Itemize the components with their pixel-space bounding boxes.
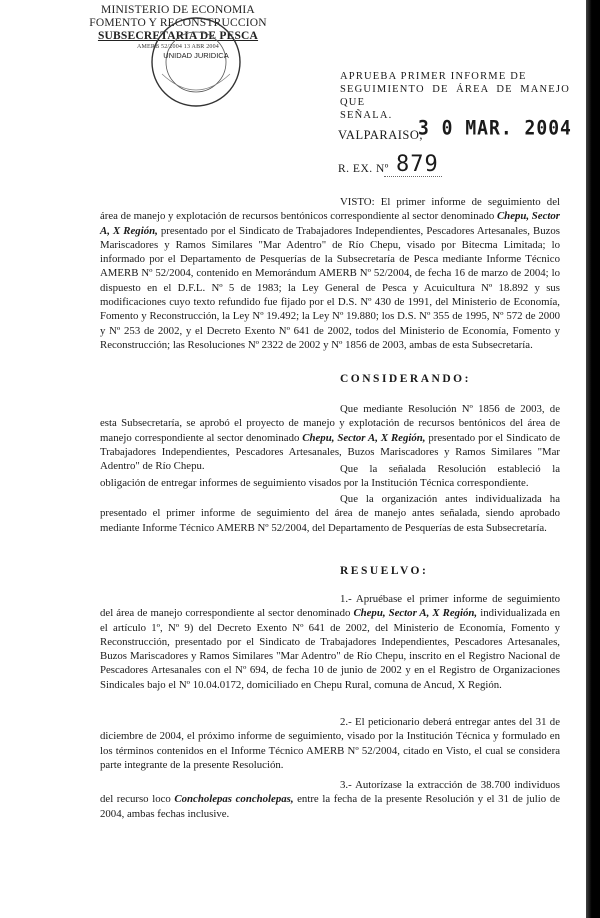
subject-line-2: SEGUIMIENTO DE ÁREA DE MANEJO QUE [340,84,570,108]
scan-border [586,0,600,918]
visto-paragraph [100,195,560,352]
ministry-line-3: SUBSECRETARIA DE PESCA [97,30,259,42]
resuelvo-p1-text-b: individualizada en el artículo 1º, Nº 9) del Decreto Exento Nº 641 de 2002, del Ministerio de Economía, Fomento y Reconstrucción, presentado por el Sindicato de Trabajadores Independientes, Pescadores Artesanales, Buzos Mariscadores y Ramos Similares "Mar Adentro" de Río Chepu, inscrito en el Registro Nacional de Pescadores Artesanales con el Nº 694, de fecha 10 de junio de 2002 y en el Registro de Organizaciones Sindicales bajo el Nº 10.04.0172, domiciliado en Chepu Rural, comuna de Ancud, X Región. [100,607,560,691]
visto-text-2: presentado por el Sindicato de Trabajadores Independientes, Pescadores Artesanales, Buzos Mariscadores y Ramos Similares "Mar Adentro" de Río Chepu, visado por Bitecma Limitada; lo informado por el Departamento de Pesquerías de la Subsecretaría de Pesca mediante Informe Técnico AMERB Nº 52/2004, contenido en Memorándum AMERB Nº 52/2004, de fecha 16 de marzo de 2004; lo dispuesto en el D.F.L. Nº 5 de 1983; la Ley General de Pesca y Acuicultura Nº 18.892 y sus modificaciones cuyo texto refundido fue fijado por el D.S. Nº 430 de 1991, del Ministerio de Economía, Fomento y Reconstrucción, la Ley Nº 19.492; la Ley Nº 19.880; los D.S. Nº 355 de 1995, Nº 572 de 2000 y Nº 253 de 2002, y el Decreto Exento Nº 641 de 2002, todos del Ministerio de Economía, Fomento y Reconstrucción; las Resoluciones Nº 2322 de 2002 y Nº 1856 de 2003, ambas de esta Subsecretaría. [100,224,560,351]
resuelvo-p3-species: Concholepas concholepas, [174,793,294,806]
ministry-line-1: MINISTERIO DE ECONOMIA [101,4,255,16]
juridica-stamp [148,14,244,110]
resuelvo-p1-text-a: 1.- Apruébase el primer informe de seguimiento del área de manejo correspondiente al sector denominado [100,593,560,620]
considerando-paragraph-3: Que la organización antes individualizada ha presentado el primer informe de seguimiento del área de manejo antes señalada, siendo aprobado mediante Informe Técnico AMERB Nº 52/2004, del Departamento de Pesquerías de esta Subsecretaría. [100,493,560,534]
resuelvo-paragraph-1 [100,592,560,692]
visto-text-1: El primer informe de seguimiento del área de manejo y explotación de recursos bentónicos correspondiente al sector denominado [100,196,560,223]
resolution-number: 879 [396,152,439,177]
considerando-paragraph-2: Que la señalada Resolución estableció la obligación de entregar informes de seguimiento visados por la Institución Técnica correspondiente. [100,463,560,490]
resuelvo-p3-text-a: 3.- Autorízase la extracción de 38.700 individuos del recurso loco [100,779,560,806]
visto-sector: Chepu, Sector A, X Región, [100,210,560,237]
considerando-heading: CONSIDERANDO: [340,373,471,385]
resolution-label: R. EX. Nº [338,163,389,175]
considerando-p1-text-b: presentado por el Sindicato de Trabajadores Independientes, Pescadores Artesanales, Buzos Mariscadores y Ramos Similares "Mar Adentro" de Río Chepu. [100,431,561,473]
ministry-line-4: AMERB 52/2004 13 ABR 2004 [136,44,219,50]
subject [340,70,570,122]
date-stamp: 3 0 MAR. 2004 [418,116,572,141]
resuelvo-paragraph-2: 2.- El peticionario deberá entregar antes del 31 de diciembre de 2004, el próximo informe de seguimiento, visado por la Institución Técnica y formulado en los términos contenidos en el Informe Técnico AMERB Nº 52/2004, citado en Visto, el cual se considera parte integrante de la presente Resolución. [100,716,560,771]
resuelvo-p1-sector: Chepu, Sector A, X Región, [353,607,478,620]
stamp-text: UNIDAD JURIDICA [163,51,229,60]
ministry-line-2: FOMENTO Y RECONSTRUCCION [89,17,267,29]
resuelvo-p3-text-b: entre la fecha de la presente Resolución y el 31 de julio de 2004, ambas fechas inclusive. [100,793,561,820]
considerando-p1-sector: Chepu, Sector A, X Región, [302,431,426,444]
subject-line-3: SEÑALA. [340,110,393,121]
subject-line-1: APRUEBA PRIMER INFORME DE [340,71,527,82]
considerando-p1-text-a: Que mediante Resolución Nº 1856 de 2003, de esta Subsecretaría, se aprobó el proyecto de manejo y explotación de recursos bentónicos del área de manejo correspondiente al sector denominado [100,403,560,444]
visto-label: VISTO: [340,196,375,208]
resolution-dotted-line [384,176,442,177]
resuelvo-heading: RESUELVO: [340,565,429,577]
resuelvo-paragraph-3 [100,778,560,821]
date-city: VALPARAISO, [338,128,424,142]
